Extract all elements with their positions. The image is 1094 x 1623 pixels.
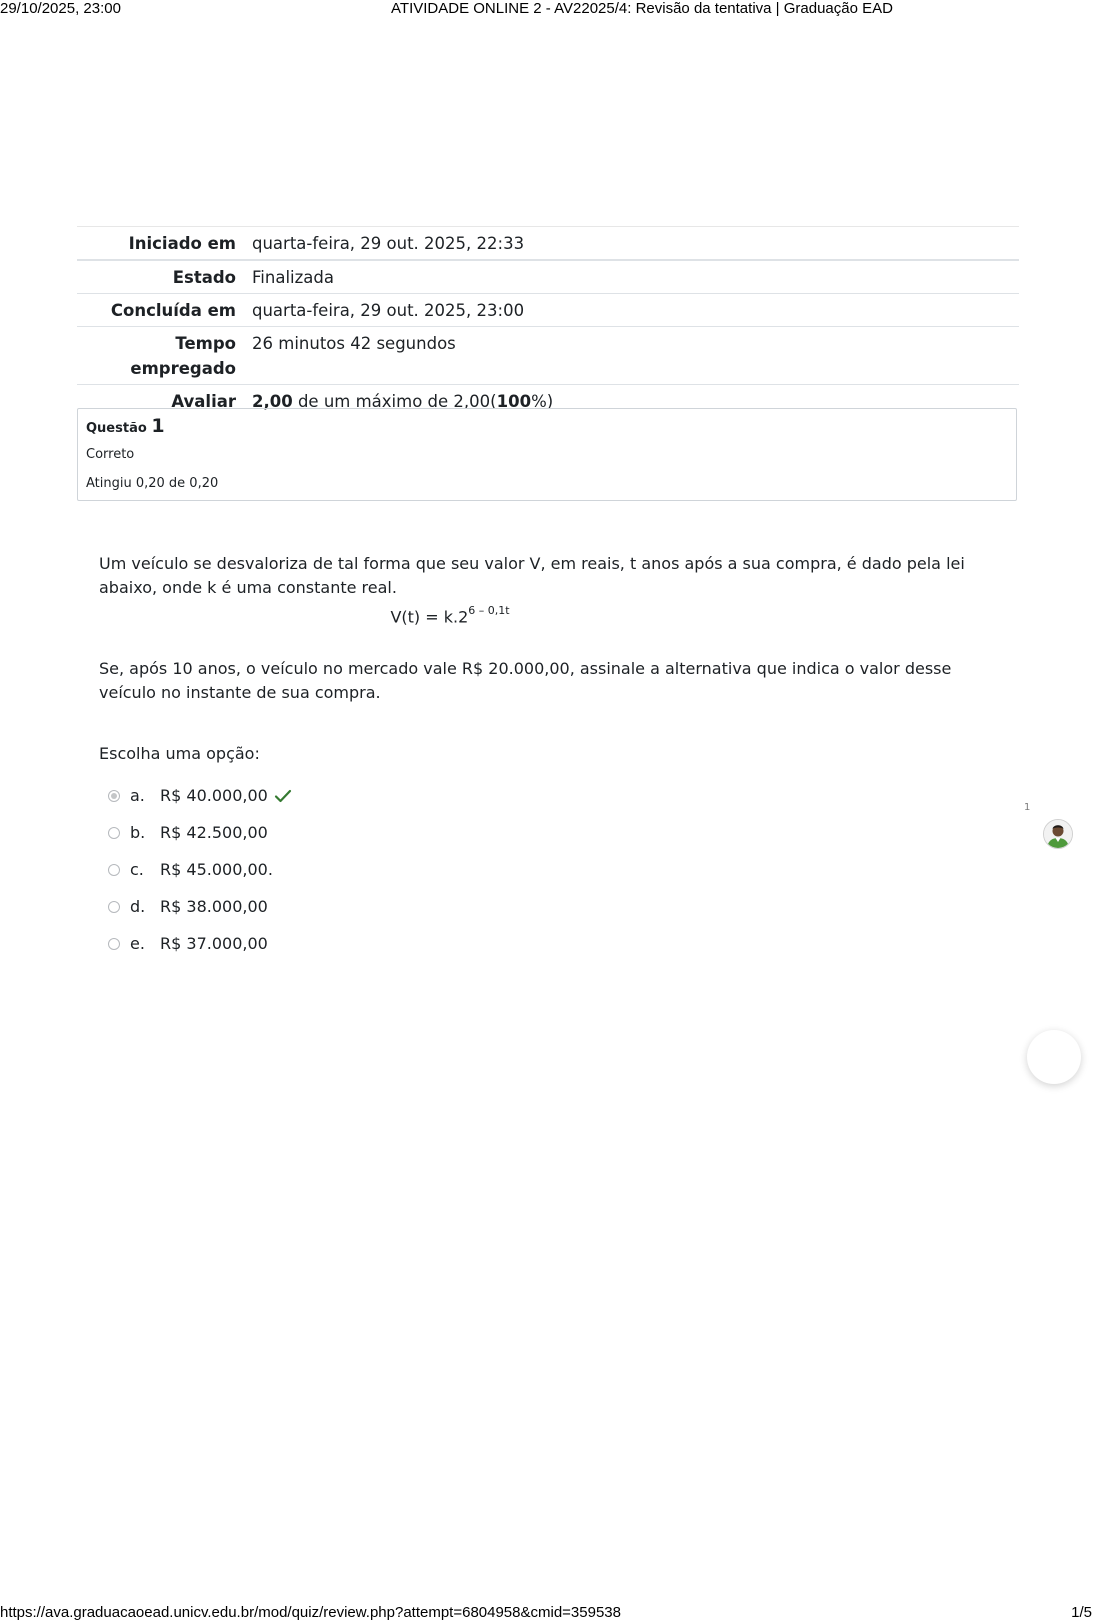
answer-option-c[interactable]	[107, 851, 607, 888]
option-letter: e.	[130, 934, 145, 953]
option-text: R$ 42.500,00	[160, 823, 268, 842]
question-label: Questão	[86, 421, 147, 436]
summary-row-state	[77, 260, 1019, 294]
radio-button[interactable]	[108, 938, 120, 950]
formula-base: V(t) = k.2	[390, 607, 469, 627]
print-header	[0, 0, 1094, 20]
answer-option-e[interactable]	[107, 925, 607, 962]
option-text: R$ 37.000,00	[160, 934, 268, 953]
grade-end: %)	[531, 392, 554, 411]
summary-value: quarta-feira, 29 out. 2025, 23:00	[244, 294, 1019, 327]
floating-action-button[interactable]	[1027, 1030, 1081, 1084]
answer-prompt: Escolha uma opção:	[99, 744, 260, 763]
question-paragraph-1: Um veículo se desvaloriza de tal forma que seu valor V, em reais, t anos após a sua compra, é dado pela lei abaixo, onde k é uma constante real.	[99, 554, 965, 597]
summary-label-line: Tempo	[175, 334, 236, 353]
notification-count: 1	[1024, 802, 1031, 813]
summary-label: Iniciado em	[77, 227, 244, 261]
question-text	[99, 552, 999, 600]
radio-button[interactable]	[108, 827, 120, 839]
user-avatar[interactable]	[1043, 819, 1073, 849]
summary-value: 26 minutos 42 segundos	[244, 327, 1019, 385]
correct-check-icon	[274, 788, 292, 804]
option-letter: b.	[130, 823, 146, 842]
grade-score: 2,00	[252, 392, 293, 411]
avatar-icon	[1044, 820, 1072, 848]
summary-label: Avaliar	[77, 385, 244, 418]
summary-row-completed	[77, 294, 1019, 327]
summary-label: Estado	[77, 260, 244, 294]
print-url: https://ava.graduacaoead.unicv.edu.br/mod/quiz/review.php?attempt=6804958&cmid=359538	[0, 1604, 621, 1621]
option-text: R$ 40.000,00	[160, 786, 268, 805]
option-letter: c.	[130, 860, 144, 879]
option-text: R$ 45.000,00.	[160, 860, 273, 879]
question-text-2	[99, 641, 999, 721]
summary-value: Finalizada	[244, 260, 1019, 294]
summary-label	[77, 327, 244, 385]
question-state: Correto	[86, 447, 135, 462]
summary-value: quarta-feira, 29 out. 2025, 22:33	[244, 227, 1019, 261]
answer-option-a[interactable]	[107, 777, 607, 814]
question-mark: Atingiu 0,20 de 0,20	[86, 476, 219, 491]
answer-option-b[interactable]	[107, 814, 607, 851]
question-paragraph-2: Se, após 10 anos, o veículo no mercado vale R$ 20.000,00, assinale a alternativa que indica o valor desse veículo no instante de sua compra.	[99, 659, 952, 702]
attempt-summary-table	[77, 226, 1019, 417]
formula-exponent: 6 – 0,1t	[468, 604, 510, 617]
summary-label-line: empregado	[130, 359, 236, 378]
option-text: R$ 38.000,00	[160, 897, 268, 916]
radio-button[interactable]	[108, 901, 120, 913]
radio-button-selected[interactable]	[108, 790, 120, 802]
answer-option-d[interactable]	[107, 888, 607, 925]
question-number	[86, 415, 165, 437]
print-page-title: ATIVIDADE ONLINE 2 - AV22025/4: Revisão da tentativa | Graduação EAD	[391, 0, 893, 17]
option-letter: a.	[130, 786, 145, 805]
grade-percent: 100	[496, 392, 532, 411]
radio-button[interactable]	[108, 864, 120, 876]
answer-options	[107, 777, 607, 962]
print-footer	[0, 1604, 1094, 1623]
question-info-box	[77, 408, 1017, 501]
summary-row-time	[77, 327, 1019, 385]
question-formula	[0, 606, 900, 626]
print-datetime: 29/10/2025, 23:00	[0, 0, 121, 17]
summary-label: Concluída em	[77, 294, 244, 327]
option-letter: d.	[130, 897, 146, 916]
summary-row-started	[77, 227, 1019, 261]
print-page-number: 1/5	[1071, 1604, 1092, 1621]
grade-middle: de um máximo de 2,00(	[292, 392, 497, 411]
question-number-value: 1	[151, 415, 165, 437]
